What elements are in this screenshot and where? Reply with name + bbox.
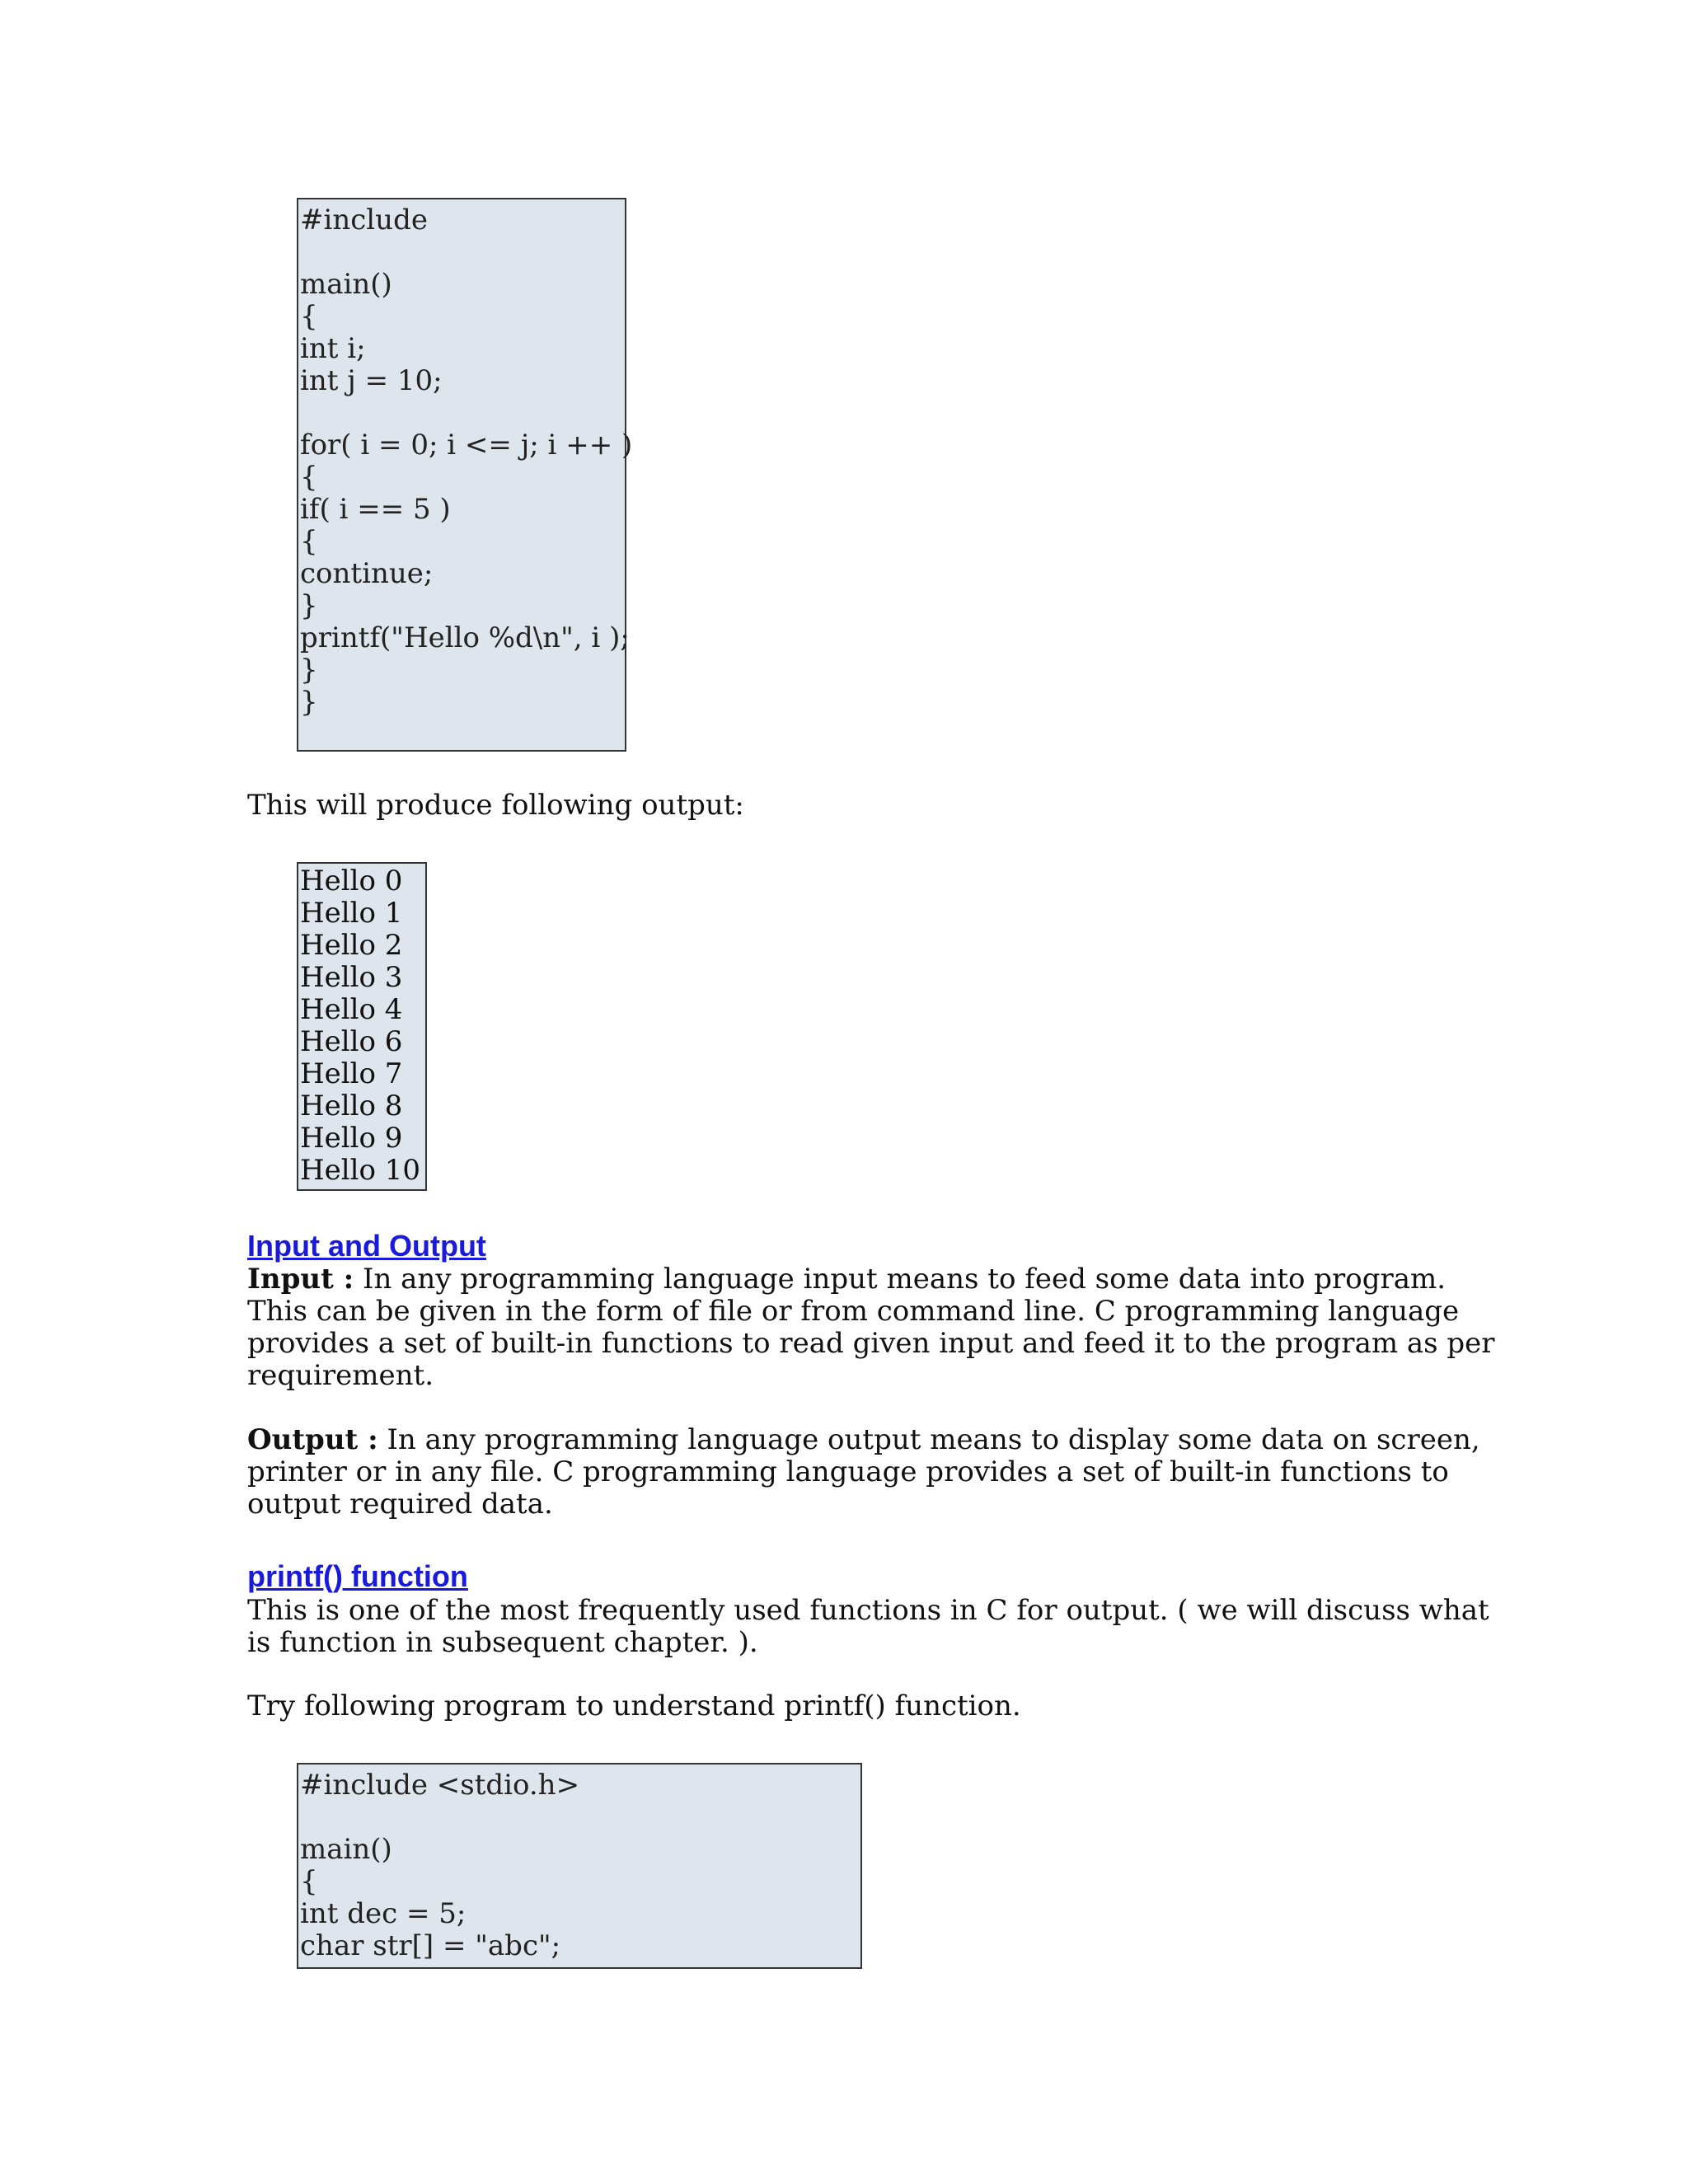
input-line-4: requirement. bbox=[247, 1359, 434, 1392]
input-line-3: provides a set of built-in functions to read given input and feed it to the program as per bbox=[247, 1327, 1495, 1360]
output-block-line: Hello 0 bbox=[300, 865, 403, 898]
output-line-1: Output : In any programming language output means to display some data on screen, bbox=[247, 1423, 1480, 1456]
code-block-1-line: continue; bbox=[300, 557, 434, 590]
printf-line-1: This is one of the most frequently used functions in C for output. ( we will discuss what bbox=[247, 1594, 1489, 1627]
output-block-line: Hello 3 bbox=[300, 961, 403, 994]
code-block-2-line bbox=[300, 1802, 860, 1834]
code-block-2-line: #include <stdio.h> bbox=[300, 1769, 580, 1802]
code-block-1-line: { bbox=[300, 525, 318, 558]
code-block-1-line: for( i = 0; i <= j; i ++ ) bbox=[300, 429, 633, 462]
code-block-1-line: { bbox=[300, 461, 318, 494]
heading-input-and-output[interactable]: Input and Output bbox=[247, 1229, 486, 1263]
output-paragraph bbox=[247, 1424, 1480, 1521]
printf-paragraph bbox=[247, 1595, 1489, 1659]
output-block-line: Hello 2 bbox=[300, 929, 403, 962]
code-block-continue-example bbox=[297, 198, 633, 752]
code-block-1-line bbox=[300, 237, 625, 269]
try-program-text: Try following program to understand printf() function. bbox=[247, 1690, 1021, 1722]
input-line-1: Input : In any programming language input means to feed some data into program. bbox=[247, 1263, 1447, 1296]
output-block-line: Hello 1 bbox=[300, 897, 403, 930]
code-block-1-line: if( i == 5 ) bbox=[300, 493, 451, 526]
code-block-1-line bbox=[300, 397, 625, 429]
output-block-line: Hello 8 bbox=[300, 1090, 403, 1122]
code-block-1-line: main() bbox=[300, 268, 392, 301]
code-block-2-line: char str[] = "abc"; bbox=[300, 1929, 561, 1962]
code-block-1-line: #include bbox=[300, 204, 428, 237]
code-block-1-line: printf("Hello %d\n", i ); bbox=[300, 621, 630, 654]
code-block-1-line: } bbox=[300, 589, 318, 622]
output-term: Output : bbox=[247, 1423, 378, 1456]
heading-printf-function[interactable]: printf() function bbox=[247, 1559, 468, 1593]
output-block-line: Hello 9 bbox=[300, 1122, 403, 1155]
code-block-1-line: } bbox=[300, 654, 318, 687]
input-term: Input : bbox=[247, 1263, 354, 1296]
input-paragraph bbox=[247, 1263, 1495, 1392]
output-intro-text: This will produce following output: bbox=[247, 789, 744, 822]
output-block-line: Hello 4 bbox=[300, 993, 403, 1026]
code-block-1-line: } bbox=[300, 686, 318, 719]
output-block bbox=[297, 862, 427, 1191]
output-line-3: output required data. bbox=[247, 1488, 553, 1521]
code-block-2-line: int dec = 5; bbox=[300, 1897, 467, 1930]
code-block-1-line: { bbox=[300, 300, 318, 333]
code-block-1-line: int i; bbox=[300, 332, 366, 365]
output-line-2: printer or in any file. C programming language provides a set of built-in functions to bbox=[247, 1455, 1449, 1488]
output-block-line: Hello 6 bbox=[300, 1025, 403, 1058]
output-block-line: Hello 10 bbox=[300, 1154, 421, 1187]
printf-line-2: is function in subsequent chapter. ). bbox=[247, 1626, 758, 1659]
code-block-1-line: int j = 10; bbox=[300, 364, 443, 397]
code-block-printf-example bbox=[297, 1763, 862, 1969]
output-block-line: Hello 7 bbox=[300, 1057, 403, 1090]
code-block-2-line: main() bbox=[300, 1833, 392, 1866]
code-block-2-line: { bbox=[300, 1865, 318, 1898]
input-line-2: This can be given in the form of file or from command line. C programming language bbox=[247, 1295, 1460, 1328]
